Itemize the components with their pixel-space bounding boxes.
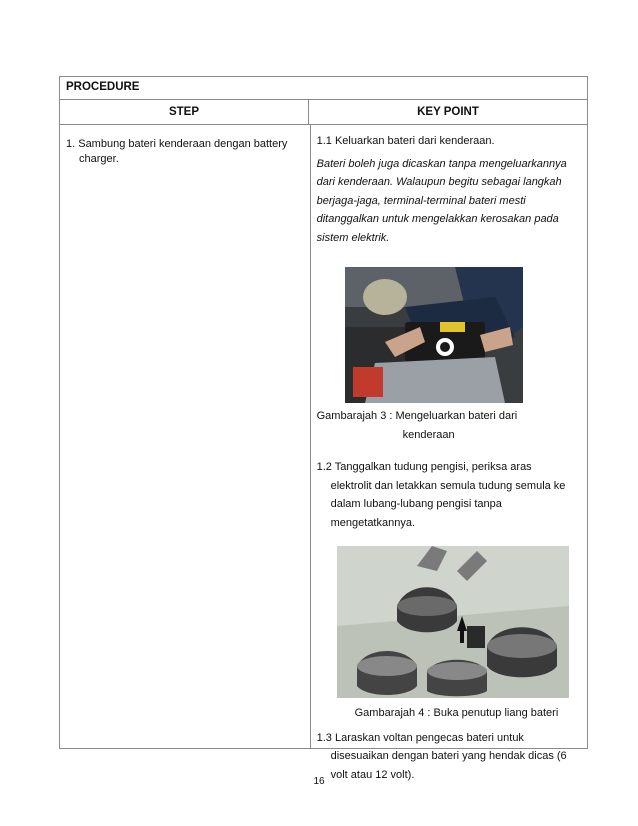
kp-1-2-rest: elektrolit dan letakkan semula tudung semula ke dalam lubang-lubang pengisi tanpa mengetatkannya. — [330, 479, 566, 529]
kp-1-2: 1.2 Tanggalkan tudung pengisi, periksa aras — [316, 461, 532, 473]
step-header: STEP — [60, 100, 309, 124]
figure-3 — [317, 267, 583, 407]
keypoint-header: KEY POINT — [417, 106, 479, 118]
figure-4 — [317, 546, 583, 704]
step-line-2: charger. — [79, 153, 119, 165]
fig3-caption-1: Gambarajah 3 : Mengeluarkan bateri dari — [316, 410, 518, 422]
battery-vent-caps-illustration — [337, 546, 569, 698]
content-row — [60, 125, 587, 781]
kp-1-3-rest: disesuaikan dengan bateri yang hendak dicas (6 volt atau 12 volt). — [330, 750, 567, 781]
step-cell — [60, 125, 311, 748]
kp-note: Bateri boleh juga dicaskan tanpa mengeluarkannya dari kenderaan. Walaupun begitu sebagai langkah berjaga-jaga, terminal-terminal bateri mesti ditanggalkan untuk mengelakkan kerosakan pada sistem elektrik. — [316, 157, 567, 244]
step-line-1: 1. Sambung bateri kenderaan dengan battery — [66, 138, 288, 150]
kp-1-1: 1.1 Keluarkan bateri dari kenderaan. — [316, 135, 495, 147]
keypoint-cell — [311, 125, 587, 781]
battery-removal-illustration — [345, 267, 523, 403]
header-row — [60, 100, 587, 125]
kp-1-3: 1.3 Laraskan voltan pengecas bateri untuk — [316, 731, 524, 744]
procedure-label: PROCEDURE — [66, 81, 140, 93]
fig3-caption-2: kenderaan — [402, 428, 455, 441]
fig4-caption: Gambarajah 4 : Buka penutup liang bateri — [354, 707, 559, 719]
page-number: 16 — [313, 776, 325, 787]
procedure-table — [59, 76, 588, 781]
procedure-label-row — [60, 77, 587, 100]
